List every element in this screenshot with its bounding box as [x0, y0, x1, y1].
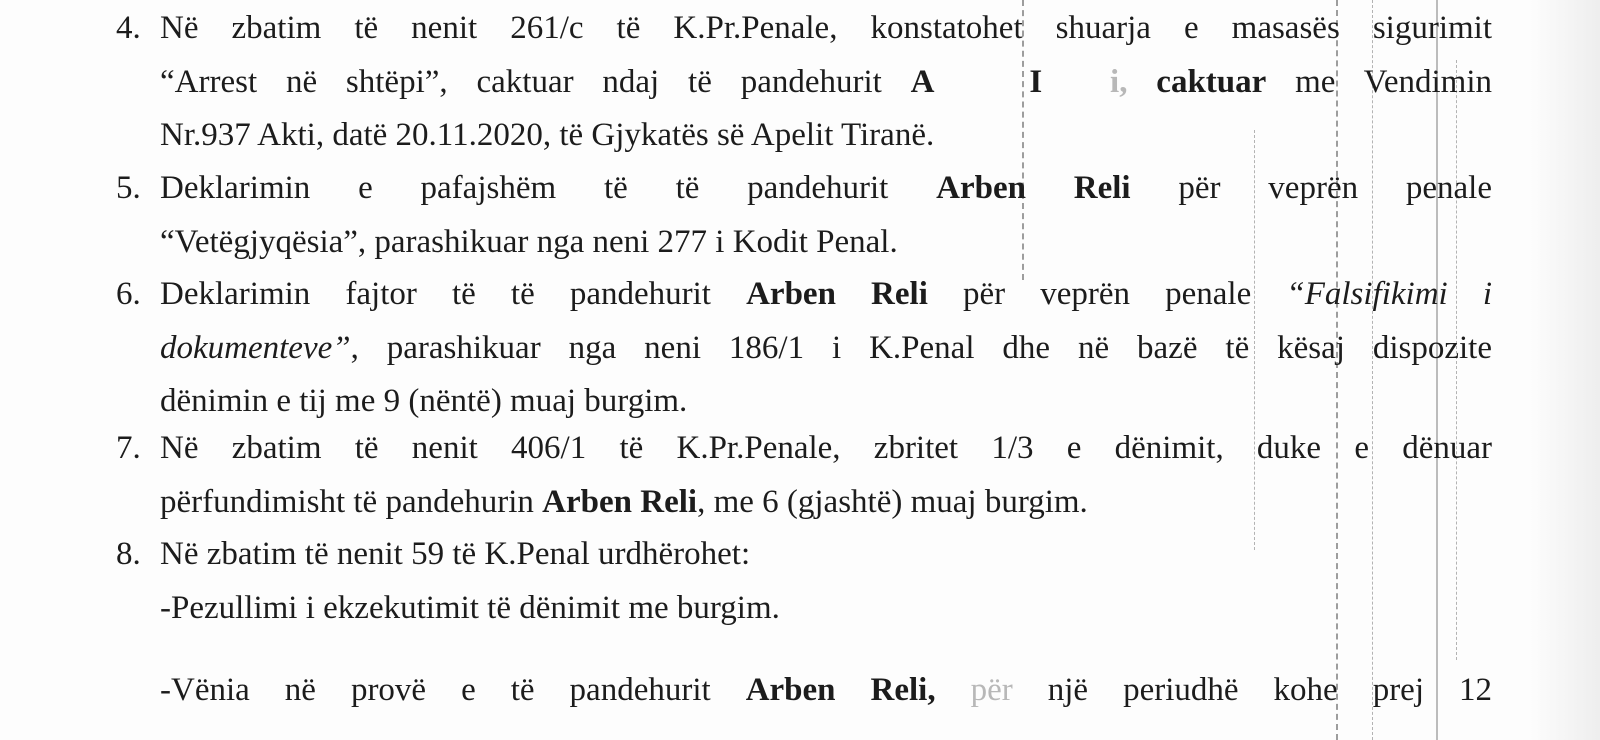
item-4-line-3: Nr.937 Akti, datë 20.11.2020, të Gjykatës së Apelit Tiranë.	[160, 117, 935, 153]
defendant-name-redacted	[911, 64, 1267, 100]
offense-name-italic: “Falsifikimi i	[1286, 276, 1492, 312]
item-5-text: Deklarimin e pafajshëm të të pandehurit	[160, 170, 937, 206]
item-6-text-post: , parashikuar nga neni 186/1 i K.Penal dhe në bazë të kësaj dispozite	[350, 329, 1492, 366]
item-4-text: “Arrest në shtëpi”, caktuar ndaj të pandehurit	[160, 63, 911, 100]
item-6-text: Deklarimin fajtor të të pandehurit	[160, 276, 747, 312]
item-number: 5.	[116, 170, 141, 206]
name-initial-i: I	[1029, 63, 1043, 100]
list-item-7	[116, 422, 1492, 529]
item-5-line-1	[160, 162, 1492, 216]
scan-streak	[1372, 0, 1373, 740]
scan-streak	[1436, 0, 1438, 740]
item-4-line-1: Në zbatim të nenit 261/c të K.Pr.Penale, konstatohet shuarja e masasës sigurimit	[160, 10, 1492, 46]
item-7-line-2	[160, 476, 1492, 530]
item-5-text-post: për veprën penale	[1130, 170, 1492, 206]
item-5-line-2: “Vetëgjyqësia”, parashikuar nga neni 277 i Kodit Penal.	[160, 223, 898, 260]
item-number: 8.	[116, 536, 141, 572]
defendant-name: Arben Reli	[542, 483, 698, 520]
probation-text-post: një periudhë kohe prej 12	[1012, 672, 1492, 708]
bold-caktuar: caktuar	[1156, 63, 1267, 100]
item-number: 4.	[116, 10, 141, 46]
defendant-name: Arben Reli	[936, 170, 1131, 206]
item-7-line-1: Në zbatim të nenit 406/1 të K.Pr.Penale, zbritet 1/3 e dënimit, duke e dënuar	[160, 430, 1492, 466]
item-4-text-post: me Vendimin	[1266, 63, 1493, 100]
scan-streak	[1022, 0, 1024, 280]
probation-text: -Vënia në provë e të pandehurit	[160, 672, 746, 708]
item-6-line-1	[160, 268, 1492, 322]
scan-streak	[1336, 0, 1338, 740]
page-fold-shadow	[1530, 0, 1600, 740]
item-6-line-3: dënimin e tij me 9 (nëntë) muaj burgim.	[160, 383, 688, 419]
item-number: 6.	[116, 276, 141, 312]
scan-streak	[1254, 130, 1255, 550]
faded-text: i,	[1110, 63, 1128, 100]
item-4-line-2	[160, 56, 1492, 110]
item-6-line-2	[160, 322, 1492, 376]
list-item-6	[116, 268, 1492, 429]
item-7-text: përfundimisht të pandehurin	[160, 483, 543, 520]
item-8-line-1: Në zbatim të nenit 59 të K.Penal urdhërohet:	[160, 536, 751, 572]
item-7-text-post: , me 6 (gjashtë) muaj burgim.	[697, 483, 1088, 520]
offense-name-italic-cont: dokumenteve”	[160, 329, 351, 366]
list-item-4	[116, 2, 1492, 163]
list-item-5	[116, 162, 1492, 269]
probation-paragraph	[160, 664, 1492, 718]
faded-text: për	[935, 672, 1013, 708]
scan-streak	[1456, 60, 1457, 660]
name-initial-a: A	[910, 63, 935, 100]
list-item-8	[116, 528, 1492, 635]
item-6-text-mid: për veprën penale	[927, 276, 1287, 312]
defendant-name: Arben Reli	[746, 276, 928, 312]
item-8-line-2: -Pezullimi i ekzekutimit të dënimit me burgim.	[160, 589, 780, 626]
defendant-name: Arben Reli,	[745, 672, 936, 708]
item-number: 7.	[116, 430, 141, 466]
